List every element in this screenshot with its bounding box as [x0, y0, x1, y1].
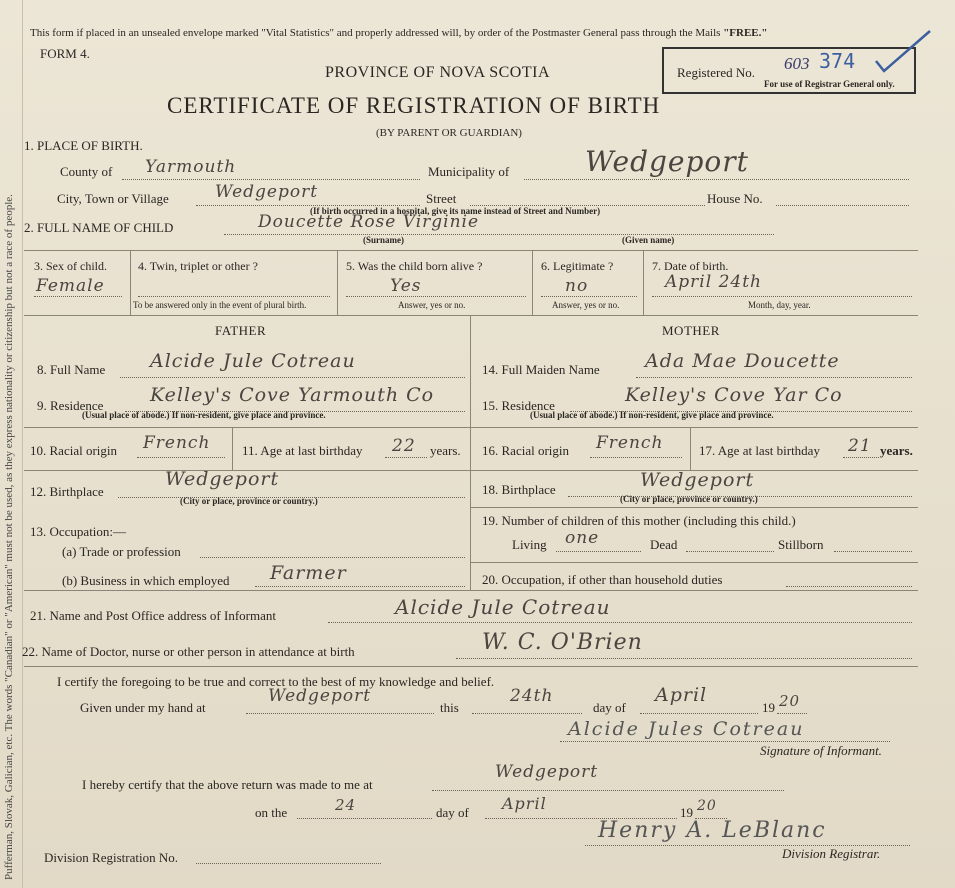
mother-residence-note: (Usual place of abode.) If non-resident, give place and province. [530, 410, 774, 420]
day-of-label: day of [593, 700, 626, 715]
surname-note: (Surname) [363, 235, 404, 245]
mother-years: years. [880, 443, 913, 458]
sex-value: Female [36, 276, 105, 296]
given-place-value: Wedgeport [268, 686, 372, 706]
registered-number: 374 [819, 49, 856, 73]
child-name-value: Doucette Rose Virginie [258, 212, 480, 232]
father-birthplace-value: Wedgeport [165, 468, 280, 490]
alive-note: Answer, yes or no. [398, 300, 466, 310]
informant-signature: Alcide Jules Cotreau [568, 718, 805, 740]
father-birthplace-note: (City or place, province or country.) [180, 496, 318, 506]
business-value: Farmer [270, 562, 347, 584]
trade-label: (a) Trade or profession [62, 544, 181, 559]
hospital-note: (If birth occurred in a hospital, give its name instead of Street and Number) [310, 206, 601, 216]
twin-note: To be answered only in the event of plural birth. [133, 300, 307, 310]
sidebar-text: Pufferman, Slovak, Galician, etc. The words "Canadian" or "American" must not be used, as they express nationality or citizenship but not a race of people. [3, 194, 15, 880]
registrar-place-value: Wedgeport [495, 762, 599, 782]
municipality-label: Municipality of [428, 164, 510, 179]
attendant-label: 22. Name of Doctor, nurse or other person in attendance at birth [22, 644, 355, 659]
father-racial-value: French [143, 433, 211, 453]
registrar-year-value: 20 [697, 798, 717, 814]
living-value: one [565, 528, 600, 548]
given-label: Given under my hand at [80, 700, 206, 715]
father-residence-note: (Usual place of abode.) If non-resident, give place and province. [82, 410, 326, 420]
father-name-value: Alcide Jule Cotreau [150, 350, 356, 372]
sidebar-strip [0, 0, 23, 888]
mother-racial-label: 16. Racial origin [482, 443, 570, 458]
given-name-note: (Given name) [622, 235, 675, 245]
registered-prefix: 603 [784, 54, 810, 73]
header-notice [30, 27, 768, 39]
informant-label: 21. Name and Post Office address of Informant [30, 608, 276, 623]
given-year-prefix: 19 [762, 700, 775, 715]
children-label: 19. Number of children of this mother (including this child.) [482, 513, 796, 528]
registrar-statement: I hereby certify that the above return was made to me at [82, 777, 373, 792]
given-month-value: April [655, 684, 708, 706]
header-notice-text: This form if placed in an unsealed envelope marked "Vital Statistics" and properly addressed will, by order of the Postmaster General pass through the Mails [30, 27, 721, 39]
mother-name-value: Ada Mae Doucette [645, 350, 840, 372]
mother-name-label: 14. Full Maiden Name [482, 362, 600, 377]
check-mark-icon [874, 27, 934, 77]
registrar-year-prefix: 19 [680, 805, 693, 820]
this-label: this [440, 700, 459, 715]
informant-signature-caption: Signature of Informant. [760, 743, 882, 758]
form-number: FORM 4. [40, 46, 90, 61]
legitimate-label: 6. Legitimate ? [541, 259, 614, 273]
date-value: April 24th [665, 272, 762, 292]
mother-age-label: 17. Age at last birthday [699, 443, 820, 458]
father-name-label: 8. Full Name [37, 362, 106, 377]
business-label: (b) Business in which employed [62, 573, 230, 588]
informant-value: Alcide Jule Cotreau [395, 595, 611, 619]
registrar-signature: Henry A. LeBlanc [598, 818, 827, 843]
father-birthplace-label: 12. Birthplace [30, 484, 104, 499]
registrar-day-of-label: day of [436, 805, 469, 820]
given-day-value: 24th [510, 686, 554, 706]
registrar-month-value: April [502, 794, 547, 813]
sex-label: 3. Sex of child. [34, 259, 107, 273]
mother-birthplace-note: (City or place, province or country.) [620, 494, 758, 504]
municipality-value: Wedgeport [585, 145, 749, 178]
father-residence-label: 9. Residence [37, 398, 104, 413]
mother-racial-value: French [596, 433, 664, 453]
header-free: "FREE." [723, 27, 768, 39]
mother-birthplace-value: Wedgeport [640, 469, 755, 491]
mother-residence-value: Kelley's Cove Yar Co [625, 384, 843, 406]
father-heading: FATHER [215, 323, 267, 338]
registered-note: For use of Registrar General only. [764, 79, 895, 89]
city-value: Wedgeport [215, 182, 319, 202]
father-years: years. [430, 443, 461, 458]
legitimate-value: no [565, 276, 589, 296]
certify-statement: I certify the foregoing to be true and correct to the best of my knowledge and belief. [57, 674, 495, 689]
certificate-subtitle: (BY PARENT OR GUARDIAN) [376, 127, 522, 139]
mother-birthplace-label: 18. Birthplace [482, 482, 556, 497]
mother-age-value: 21 [848, 436, 872, 456]
alive-label: 5. Was the child born alive ? [346, 259, 483, 273]
mother-occupation-label: 20. Occupation, if other than household duties [482, 572, 723, 587]
father-age-label: 11. Age at last birthday [242, 443, 363, 458]
father-residence-value: Kelley's Cove Yarmouth Co [150, 384, 435, 406]
certificate-title: CERTIFICATE OF REGISTRATION OF BIRTH [167, 93, 661, 118]
county-label: County of [60, 164, 113, 179]
father-age-value: 22 [392, 436, 416, 456]
stillborn-label: Stillborn [778, 537, 824, 552]
father-racial-label: 10. Racial origin [30, 443, 118, 458]
dead-label: Dead [650, 537, 678, 552]
registration-box [662, 47, 916, 94]
house-label: House No. [707, 191, 763, 206]
county-value: Yarmouth [145, 157, 237, 177]
registered-label: Registered No. [677, 65, 755, 80]
mother-heading: MOTHER [662, 323, 720, 338]
street-label: Street [426, 191, 457, 206]
mother-residence-label: 15. Residence [482, 398, 555, 413]
province-heading: PROVINCE OF NOVA SCOTIA [325, 64, 551, 81]
legitimate-note: Answer, yes or no. [552, 300, 620, 310]
city-label: City, Town or Village [57, 191, 169, 206]
division-registration-label: Division Registration No. [44, 850, 178, 865]
child-name-label: 2. FULL NAME OF CHILD [24, 220, 174, 235]
father-occupation-label: 13. Occupation:— [30, 524, 127, 539]
living-label: Living [512, 537, 547, 552]
date-label: 7. Date of birth. [652, 259, 729, 273]
place-of-birth-heading: 1. PLACE OF BIRTH. [24, 138, 143, 153]
registrar-day-value: 24 [335, 796, 357, 814]
on-the-label: on the [255, 805, 288, 820]
attendant-value: W. C. O'Brien [482, 630, 643, 655]
alive-value: Yes [390, 276, 422, 296]
date-note: Month, day, year. [748, 300, 811, 310]
given-year-value: 20 [779, 692, 801, 710]
registrar-caption: Division Registrar. [782, 846, 881, 861]
twin-label: 4. Twin, triplet or other ? [138, 259, 258, 273]
